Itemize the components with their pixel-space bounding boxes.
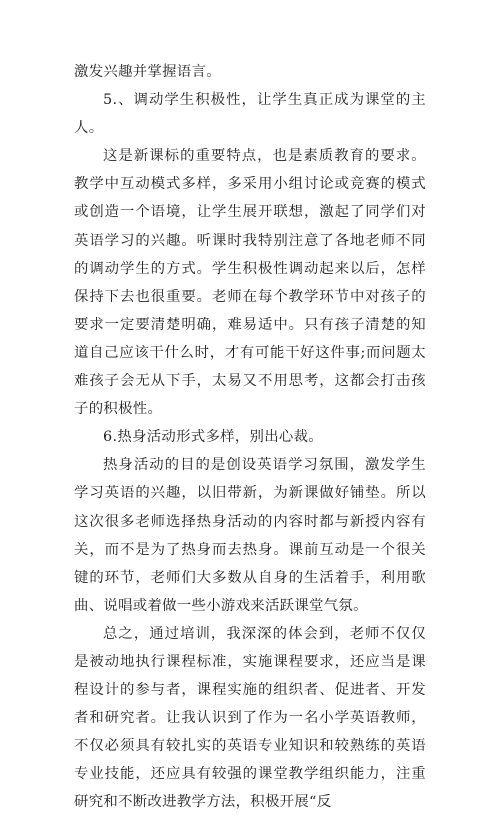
paragraph-continuation: 激发兴趣并掌握语言。 bbox=[74, 64, 221, 80]
document-body bbox=[74, 58, 426, 817]
paragraph-warmup-activities: 热身活动的目的是创设英语学习氛围，激发学生学习英语的兴趣，以旧带新，为新课做好铺垫。所以这次很多老师选择热身活动的内容时都与新授内容有关，而不是为了热身而去热身。课前互动是一个很关键的环节，老师们大多数从自身的生活着手，利用歌曲、说唱或着做一些小游戏来活跃课堂气氛。 bbox=[74, 457, 426, 614]
paragraph-classroom-interaction: 这是新课标的重要特点，也是素质教育的要求。教学中互动模式多样，多采用小组讨论或竞赛的模式或创造一个语境，让学生展开联想，激起了同学们对英语学习的兴趣。听课时我特别注意了各地老师不同的调动学生的方式。学生积极性调动起来以后，怎样保持下去也很重要。老师在每个教学环节中对孩子的要求一定要清楚明确，难易适中。只有孩子清楚的知道自己应该干什么时，才有可能干好这件事;而问题太难孩子会无从下手，太易又不用思考，这都会打击孩子的积极性。 bbox=[74, 148, 426, 418]
section-heading-6: 6.热身活动形式多样，别出心裁。 bbox=[103, 429, 323, 446]
paragraph-summary: 总之，通过培训，我深深的体会到，老师不仅仅是被动地执行课程标准，实施课程要求，还应当是课程设计的参与者，课程实施的组织者、促进者、开发者和研究者。让我认识到了作为一名小学英语教师，不仅必须具有较扎实的英语专业知识和较熟练的英语专业技能，还应具有较强的课堂教学组织能力，注重研究和不断改进教学方法，积极开展“反 bbox=[74, 625, 426, 811]
section-heading-5: 5.、调动学生积极性，让学生真正成为课堂的主人。 bbox=[74, 92, 426, 137]
